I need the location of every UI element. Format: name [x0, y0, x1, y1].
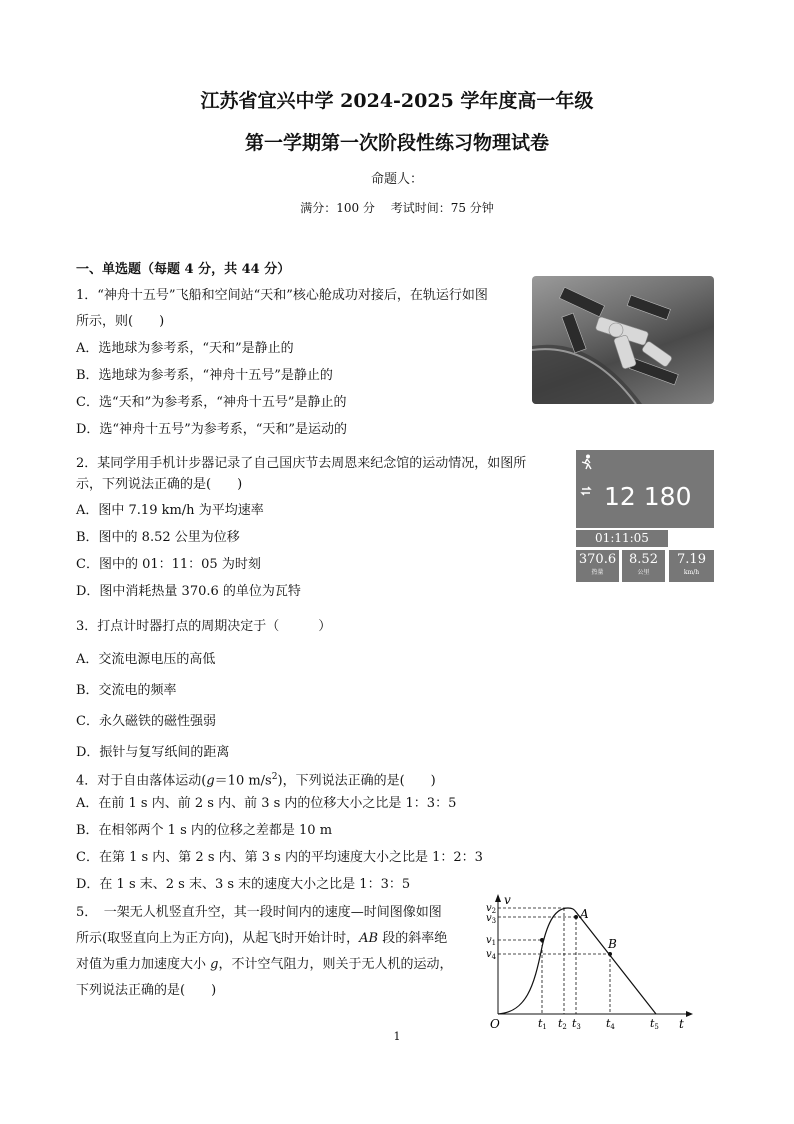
- q4-stem-eq: ＝10 m/s: [214, 773, 272, 789]
- q2-option-c: C．图中的 01：11：05 为时刻: [76, 557, 261, 572]
- page-number: 1: [393, 1030, 401, 1043]
- label-t1: t1: [538, 1017, 547, 1031]
- label-v4: $v_4$: [486, 949, 497, 961]
- q4-stem: 4．对于自由落体运动(g＝10 $m/s^2$)，下列说法正确的是( ): [76, 772, 436, 789]
- q5-stem-line2: [76, 930, 447, 948]
- point-b: [608, 952, 612, 956]
- v-axis-label: v: [504, 893, 511, 907]
- q1-stem-line2: 所示，则( ): [76, 314, 165, 329]
- label-t2: t2: [558, 1017, 567, 1031]
- q5-stem-line1: 5． 一架无人机竖直升空，其一段时间内的速度—时间图像如图: [76, 905, 442, 920]
- label-b: B: [608, 937, 617, 951]
- label-t5: t5: [650, 1017, 659, 1031]
- q2-stem-line2: 示，下列说法正确的是( ): [76, 477, 243, 492]
- q5-stem-2c: 段的斜率绝: [378, 931, 448, 946]
- q5-stem-ab: AB: [359, 931, 379, 946]
- q3-option-b: B．交流电的频率: [76, 683, 177, 698]
- walking-icon: [580, 454, 594, 470]
- section-heading: 一、单选题（每题 4 分，共 44 分）: [76, 262, 291, 277]
- q2-option-d: D．图中消耗热量 370.6 的单位为瓦特: [76, 584, 301, 599]
- q4-stem-post: )，下列说法正确的是( ): [277, 773, 436, 789]
- distance-value: 8.52: [629, 552, 658, 567]
- space-station-illustration: [532, 276, 714, 404]
- velocity-time-graph: [486, 892, 700, 1032]
- step-count: 12 180: [604, 482, 692, 511]
- q1-option-b: B．选地球为参考系，“神舟十五号”是静止的: [76, 368, 333, 383]
- q4-stem-pre: 4．对于自由落体运动(: [76, 773, 207, 789]
- guide-lines: [498, 908, 610, 1014]
- point-a: [574, 915, 578, 919]
- q3-option-c: C．永久磁铁的磁性强弱: [76, 714, 216, 729]
- exam-title-line1: 江苏省宜兴中学 2024-2025 学年度高一年级: [200, 90, 594, 112]
- q4-option-a: A．在前 1 s 内、前 2 s 内、前 3 s 内的位移大小之比是 1：3：5: [76, 796, 457, 811]
- q5-stem-3c: ，不计空气阻力，则关于无人机的运动，: [218, 957, 453, 972]
- point-v1: [540, 938, 544, 942]
- q3-stem: 3．打点计时器打点的周期决定于（ ）: [76, 619, 332, 634]
- step-counter-screenshot: [576, 450, 714, 582]
- calories-value: 370.6: [578, 552, 617, 567]
- q3-option-a: A．交流电源电压的高低: [76, 652, 216, 667]
- q5-stem-3a: 对值为重力加速度大小: [76, 957, 211, 972]
- q5-stem-line4: 下列说法正确的是( ): [76, 983, 217, 998]
- label-t3: t3: [572, 1017, 581, 1031]
- q2-option-a: A．图中 7.19 km/h 为平均速率: [76, 503, 264, 518]
- q4-option-d: D．在 1 s 末、2 s 末、3 s 末的速度大小之比是 1：3：5: [76, 877, 411, 892]
- q5-stem-line3: [76, 956, 452, 974]
- origin-label: O: [490, 1017, 500, 1031]
- q5-stem-2a: 所示(取竖直向上为正方向)，从起飞时开始计时，: [76, 931, 360, 946]
- label-v3: $v_3$: [486, 913, 497, 925]
- q5-stem-g: g: [210, 957, 219, 972]
- velocity-curve: [498, 908, 656, 1014]
- label-v2: $v_2$: [486, 903, 497, 915]
- speed-cell: [669, 550, 714, 582]
- exam-title-line2: 第一学期第一次阶段性练习物理试卷: [244, 132, 549, 154]
- distance-cell: [622, 550, 665, 582]
- label-t4: t4: [606, 1017, 615, 1031]
- exam-author: 命题人：: [370, 172, 423, 187]
- sync-icon: [580, 484, 592, 498]
- q1-option-a: A．选地球为参考系，“天和”是静止的: [76, 341, 294, 356]
- t-axis-arrow: [686, 1011, 693, 1017]
- speed-unit: km/h: [683, 569, 700, 576]
- step-counter-main-panel: [576, 450, 714, 528]
- q1-option-c: C．选“天和”为参考系，“神舟十五号”是静止的: [76, 395, 347, 410]
- v-axis-arrow: [495, 894, 501, 902]
- q4-option-c: C．在第 1 s 内、第 2 s 内、第 3 s 内的平均速度大小之比是 1：2：3: [76, 850, 483, 865]
- velocity-time-graph-svg: [486, 892, 700, 1032]
- q1-option-d: D．选“神舟十五号”为参考系，“天和”是运动的: [76, 422, 348, 437]
- exam-meta: 满分：100 分 考试时间：75 分钟: [300, 201, 494, 215]
- t-axis-label: t: [679, 1017, 684, 1031]
- label-v1: $v_1$: [486, 935, 497, 947]
- q4-option-b: B．在相邻两个 1 s 内的位移之差都是 10 m: [76, 823, 333, 838]
- label-a: A: [580, 907, 589, 921]
- q2-option-b: B．图中的 8.52 公里为位移: [76, 530, 240, 545]
- q4-stem-g: g: [206, 773, 215, 789]
- distance-unit: 公里: [637, 569, 650, 576]
- q1-stem-line1: 1．“神舟十五号”飞船和空间站“天和”核心舱成功对接后，在轨运行如图: [76, 288, 488, 303]
- elapsed-time: 01:11:05: [576, 530, 668, 547]
- q3-option-d: D．振针与复写纸间的距离: [76, 745, 230, 760]
- speed-value: 7.19: [677, 552, 706, 567]
- space-station-photo: [532, 276, 714, 404]
- calories-unit: 热量: [591, 569, 604, 576]
- q2-stem-line1: 2．某同学用手机计步器记录了自己国庆节去周恩来纪念馆的运动情况，如图所: [76, 456, 527, 471]
- calories-cell: [576, 550, 619, 582]
